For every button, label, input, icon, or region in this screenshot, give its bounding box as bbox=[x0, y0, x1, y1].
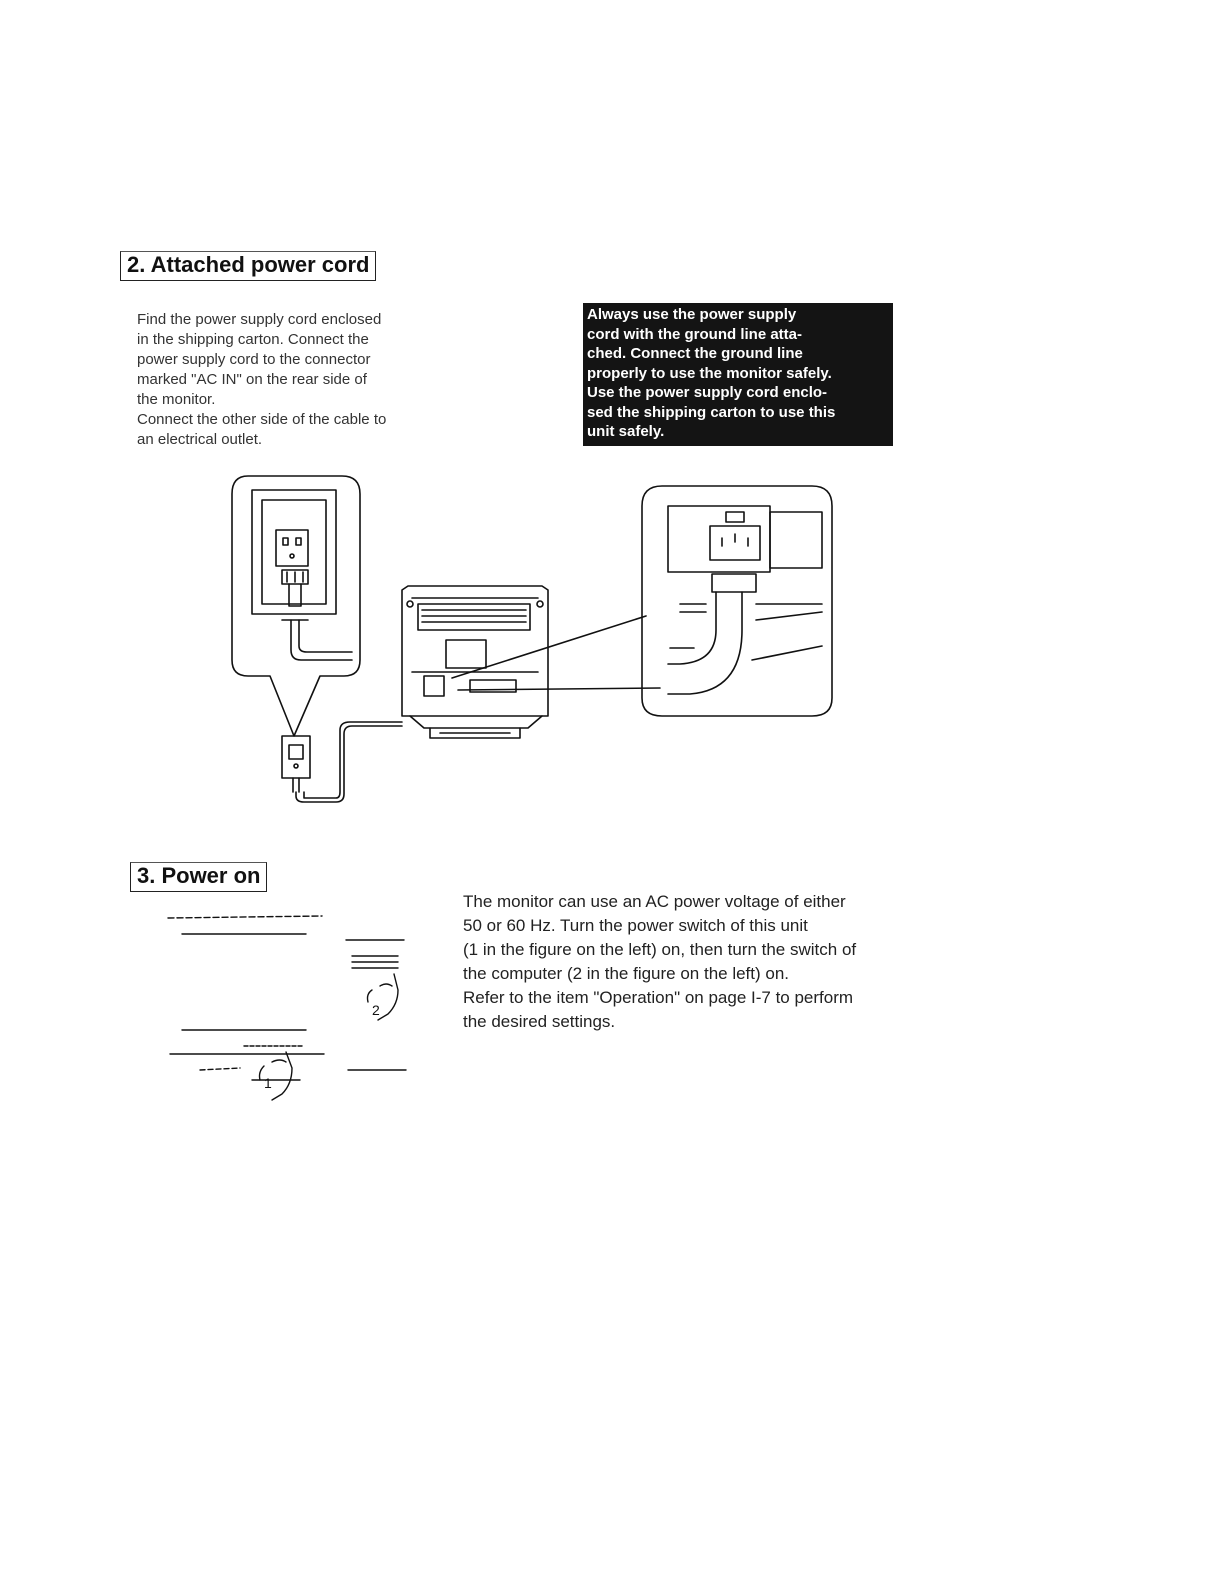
instruction-line: 50 or 60 Hz. Turn the power switch of this unit bbox=[463, 916, 808, 935]
instruction-line: the monitor. bbox=[137, 391, 216, 408]
instruction-line: marked "AC IN" on the rear side of bbox=[137, 371, 367, 388]
monitor-front-icon bbox=[168, 916, 324, 1080]
warning-line: unit safely. bbox=[587, 423, 665, 440]
instruction-line: power supply cord to the connector bbox=[137, 351, 371, 368]
instruction-line: Find the power supply cord enclosed bbox=[137, 311, 382, 328]
warning-line: Always use the power supply bbox=[587, 306, 797, 323]
instruction-line: (1 in the figure on the left) on, then turn the switch of bbox=[463, 940, 857, 959]
instruction-line: an electrical outlet. bbox=[137, 431, 263, 448]
warning-line: sed the shipping carton to use this bbox=[587, 403, 836, 421]
monitor-switch-label: 1 bbox=[264, 1075, 272, 1091]
warning-line: ched. Connect the ground line bbox=[587, 345, 803, 362]
power-on-instructions bbox=[463, 890, 933, 1034]
warning-line: cord with the ground line atta- bbox=[587, 325, 802, 343]
section-3-heading: 3. Power on bbox=[130, 862, 267, 892]
warning-line: properly to use the monitor safely. bbox=[587, 364, 832, 382]
section-2-heading: 2. Attached power cord bbox=[120, 251, 376, 281]
instruction-line: the desired settings. bbox=[463, 1012, 616, 1031]
instruction-line: in the shipping carton. Connect the bbox=[137, 331, 369, 348]
computer-switch-label: 2 bbox=[372, 1002, 380, 1018]
instruction-line: Refer to the item "Operation" on page I-7 to perform bbox=[463, 988, 854, 1007]
instruction-line: The monitor can use an AC power voltage of either bbox=[463, 892, 846, 911]
instruction-line: the computer (2 in the figure on the left) on. bbox=[463, 964, 790, 983]
warning-line: Use the power supply cord enclo- bbox=[587, 384, 828, 401]
instruction-line: Connect the other side of the cable to bbox=[137, 411, 387, 428]
